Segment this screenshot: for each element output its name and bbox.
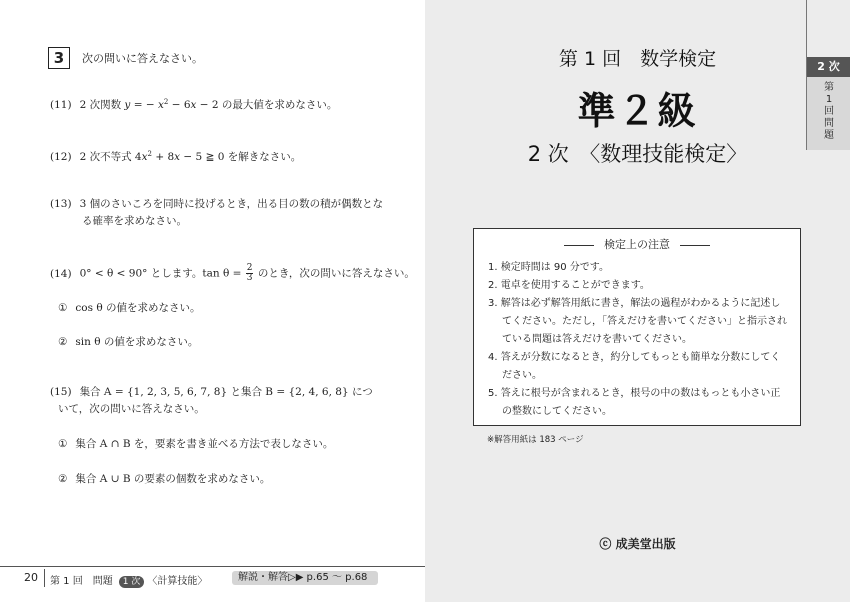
q15-label: (15) — [50, 386, 72, 398]
footer-subtitle: 〈計算技能〉 — [147, 576, 208, 587]
right-page — [425, 0, 850, 602]
answer-sheet-note: ※解答用紙は 183 ページ — [487, 435, 584, 445]
q13-line2: る確率を求めなさい。 — [82, 215, 187, 227]
q14-fraction — [246, 264, 254, 283]
notice-item: 1. 検定時間は 90 分です。 — [488, 262, 610, 273]
q13-line1: 3 個のさいころを同時に投げるとき，出る目の数の積が偶数とな — [79, 198, 384, 210]
q12-pre: 2 次不等式 4 — [79, 151, 142, 163]
q11-label: (11) — [50, 99, 72, 111]
q14-post: のとき，次の問いに答えなさい。 — [254, 267, 415, 280]
question-intro: 次の問いに答えなさい。 — [82, 52, 203, 65]
q14-frac-den: 3 — [246, 273, 253, 283]
q11-eq: = − — [130, 99, 158, 111]
exam-subtitle: 2 次 〈数理技能検定〉 — [527, 142, 748, 166]
footer-divider — [0, 566, 425, 567]
question-number-box: 3 — [48, 47, 70, 69]
question-11 — [50, 94, 337, 114]
q15-sub2-mark: ② — [58, 473, 68, 485]
notice-item: 2. 電卓を使用することができます。 — [488, 280, 650, 291]
q12-sq: 2 — [147, 150, 152, 158]
q11-post: − 2 の最大値を求めなさい。 — [196, 99, 338, 111]
footer-badge: 1 次 — [119, 576, 145, 588]
q14-sub2-mark: ② — [58, 336, 68, 348]
q11-mid: − 6 — [168, 99, 191, 111]
q11-sq: 2 — [163, 98, 169, 106]
q12-post: − 5 ≧ 0 を解きなさい。 — [180, 151, 302, 163]
q14-sub2-text: sin θ の値を求めなさい。 — [75, 336, 199, 348]
edge-tab-vertical-text: 第1回問題 — [824, 82, 834, 141]
footer-title — [50, 572, 207, 588]
q12-x2: x — [174, 151, 181, 163]
q14-sub1 — [58, 300, 201, 317]
q14-label: (14) — [50, 267, 72, 280]
q12-label: (12) — [50, 151, 72, 163]
q15-line2: いて，次の問いに答えなさい。 — [58, 403, 205, 415]
q14-sub1-mark: ① — [58, 302, 68, 314]
notice-item: 3. 解答は必ず解答用紙に書き，解法の過程がわかるように記述してください。ただし，「答えだけを書いてください」と指示されている問題は答えだけを書いてください。 — [488, 298, 787, 345]
q15-sub2 — [58, 471, 270, 488]
q12-mid: + 8 — [152, 151, 175, 163]
notice-item: 5. 答えに根号が含まれるとき，根号の中の数はもっとも小さい正の整数にしてください。 — [488, 388, 781, 417]
exam-title: 第 1 回 数学検定 — [558, 48, 717, 70]
question-13 — [50, 196, 383, 213]
footer-title-text: 第 1 回 問題 — [50, 576, 113, 587]
notice-box — [473, 228, 801, 426]
q15-sub1 — [58, 436, 333, 453]
question-14 — [50, 264, 415, 283]
q12-x1: x — [141, 151, 148, 163]
exam-level: 準２級 — [577, 89, 698, 133]
q14-sub1-text: cos θ の値を求めなさい。 — [75, 302, 201, 314]
q15-sub2-text: 集合 A ∪ B の要素の個数を求めなさい。 — [75, 473, 271, 485]
q15-sub1-text: 集合 A ∩ B を，要素を書き並べる方法で表しなさい。 — [75, 438, 334, 450]
page-number: 20 — [24, 571, 38, 584]
q11-y: y — [124, 99, 131, 111]
q11-pre: 2 次関数 — [79, 99, 125, 111]
notice-title: 検定上の注意 — [474, 236, 800, 252]
publisher: ⓒ 成美堂出版 — [599, 537, 676, 551]
q15-sub1-mark: ① — [58, 438, 68, 450]
q15-line1: 集合 A = {1, 2, 3, 5, 6, 7, 8} と集合 B = {2, 4, 6, 8} につ — [79, 386, 373, 398]
q14-frac-num: 2 — [246, 263, 253, 273]
q14-sub2 — [58, 334, 198, 351]
notice-item: 4. 答えが分数になるとき，約分してもっとも簡単な分数にしてください。 — [488, 352, 781, 381]
question-15 — [50, 384, 373, 401]
notice-list — [488, 259, 788, 421]
footer-answer-reference: 解説・解答▷▶ p.65 〜 p.68 — [232, 571, 378, 585]
q11-x1: x — [157, 99, 164, 111]
footer-vertical-divider — [44, 569, 45, 587]
edge-tab-label: 2 次 — [807, 57, 850, 77]
q11-x2: x — [190, 99, 197, 111]
question-12 — [50, 146, 301, 166]
q14-pre: 0° < θ < 90° とします。tan θ = — [79, 267, 245, 280]
q13-label: (13) — [50, 198, 72, 210]
